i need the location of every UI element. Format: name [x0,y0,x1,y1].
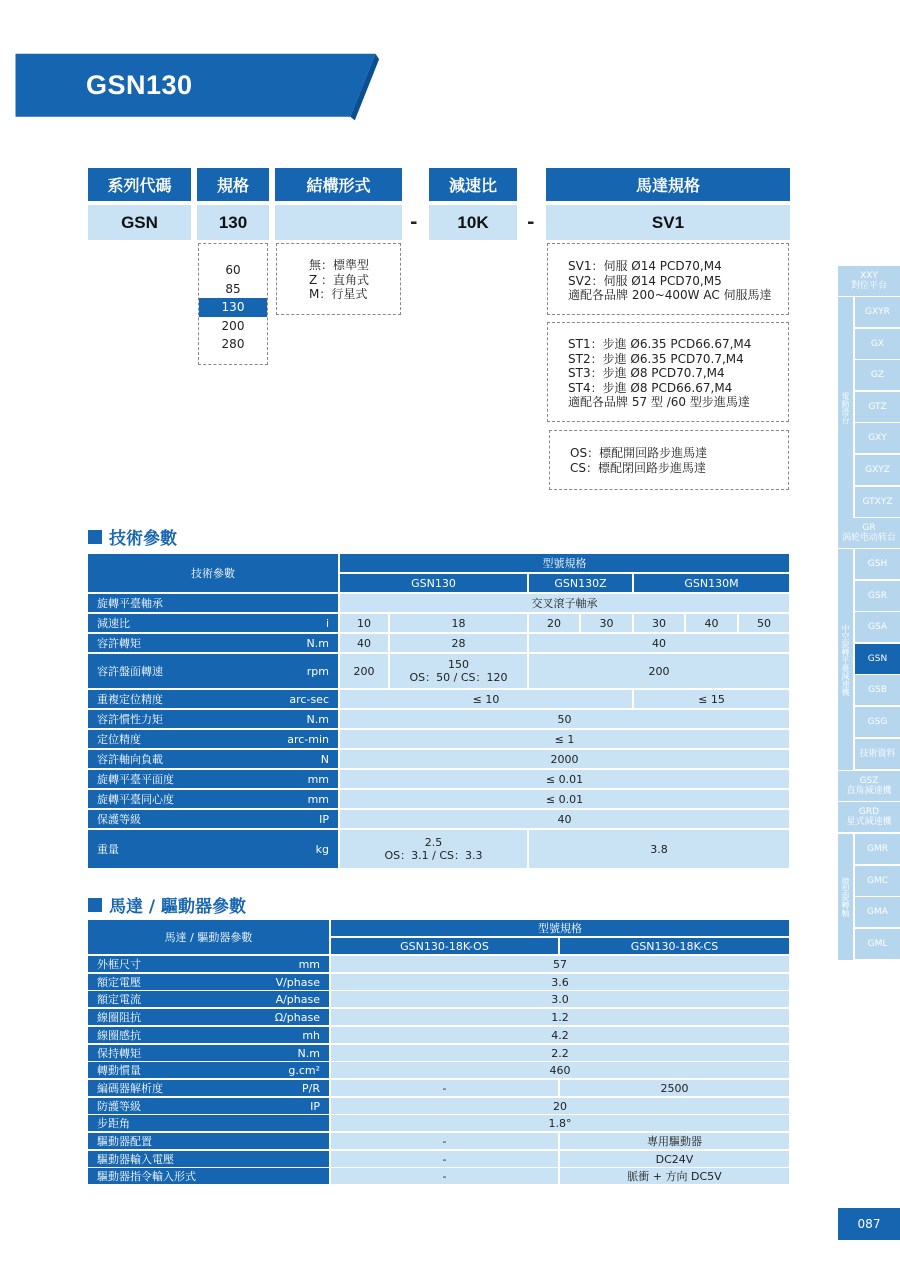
motor-param-header: 馬達 / 驅動器參數 [88,920,329,954]
row-label-cell [88,594,338,612]
motor-model-cs: GSN130-18K-CS [560,938,789,954]
side-nav-item[interactable]: GMA [855,897,900,927]
side-nav-xxy[interactable] [838,266,900,296]
size-option-selected: 130 [199,298,267,317]
row-unit: i [325,616,329,630]
code-value-ratio: 10K [429,205,517,240]
motor-option: SV1：伺服 Ø14 PCD70,M4 [568,259,722,273]
tech-ratio-cell: 10 [340,614,388,632]
row-label: 步距角 [97,1116,130,1130]
structure-option: M：行星式 [309,287,368,301]
motor-option: CS：標配閉回路步進馬達 [570,460,706,475]
side-nav-text: 對位平台 [850,281,887,291]
side-nav-item[interactable]: GTZ [855,392,900,422]
motor-value-cell: 1.2 [331,1009,789,1025]
section-square-icon [88,898,102,912]
motor-option: ST3：步進 Ø8 PCD70.7,M4 [568,366,725,380]
row-unit: g.cm² [288,1063,320,1077]
side-nav-gsz[interactable] [838,771,900,801]
tech-flatness-cell: ≤ 0.01 [340,770,789,788]
code-value-series: GSN [88,205,191,240]
side-nav-text: GR [862,523,876,533]
row-label-cell [88,614,338,632]
row-label: 保持轉矩 [97,1046,141,1060]
row-label-cell [88,1133,329,1149]
tech-torque-cell: 28 [390,634,527,652]
row-unit: P/R [302,1081,320,1095]
row-unit: mm [307,772,329,786]
row-label-cell [88,750,338,768]
code-header-series: 系列代碼 [88,168,191,201]
cell-line: OS：3.1 / CS：3.3 [384,849,483,862]
row-label-cell [88,991,329,1007]
motor-option: 適配各品牌 200~400W AC 伺服馬達 [568,288,772,302]
row-unit: IP [310,1099,320,1113]
code-dash: - [410,212,418,233]
side-nav-item[interactable]: GX [855,329,900,359]
row-label-cell [88,1045,329,1061]
side-nav-grd[interactable] [838,802,900,832]
size-option: 280 [221,337,245,351]
tech-model-gsn130m: GSN130M [634,574,789,592]
row-unit: V/phase [275,975,320,989]
size-options [198,243,268,365]
side-nav-item[interactable]: GSG [855,707,900,737]
side-nav-item[interactable]: GSB [855,675,900,705]
row-label: 額定電流 [97,992,141,1006]
row-label: 容許轉矩 [97,636,141,650]
tech-ratio-cell: 18 [390,614,527,632]
row-label: 容許盤面轉速 [97,664,163,678]
motor-value-cell: 2500 [560,1080,789,1096]
side-nav-item[interactable]: GSN [855,644,900,674]
structure-options [276,243,401,315]
row-label: 重複定位精度 [97,692,163,706]
page-title: GSN130 [86,70,193,100]
motor-option: OS：標配開回路步進馬達 [570,446,708,460]
motor-value-cell: 3.0 [331,991,789,1007]
row-label: 容許慣性力矩 [97,712,163,726]
tech-section-heading [88,524,177,549]
side-nav-item[interactable]: GTXYZ [855,487,900,517]
row-unit: IP [319,812,329,826]
tech-heading-text: 技術參數 [109,529,177,549]
side-nav-group-slide: 電動滑台 [838,297,853,518]
row-unit: mm [307,792,329,806]
row-label-cell [88,810,338,828]
row-unit: A/phase [275,992,320,1006]
row-label: 外框尺寸 [97,957,141,971]
row-unit: Ω/phase [274,1010,320,1024]
motor-option: ST1：步進 Ø6.35 PCD66.67,M4 [568,337,752,351]
page-number: 087 [838,1208,900,1240]
row-label-cell [88,1115,329,1131]
motor-value-cell: 1.8° [331,1115,789,1131]
side-nav-item[interactable]: GXY [855,423,900,453]
code-header-structure: 結構形式 [275,168,402,201]
side-nav-gr[interactable] [838,518,900,548]
motor-value-cell: 2.2 [331,1045,789,1061]
row-label-cell [88,1062,329,1078]
tech-ip-cell: 40 [340,810,789,828]
tech-weight-cell [340,830,527,868]
size-option: 60 [225,263,241,277]
tech-model-header: 型號規格 [340,554,789,572]
row-label-cell [88,654,338,688]
section-square-icon [88,530,102,544]
motor-value-cell: - [331,1151,558,1167]
side-nav-item[interactable]: GMC [855,866,900,896]
row-unit: arc-sec [289,692,329,706]
row-unit: rpm [306,664,329,678]
tech-torque-cell: 40 [529,634,789,652]
side-nav-text: GRD [858,807,880,817]
motor-section-heading [88,892,246,917]
side-nav-text: XXY [860,271,878,281]
tech-pos_acc-cell: ≤ 1 [340,730,789,748]
row-label: 定位精度 [97,732,141,746]
motor-value-cell: 脈衝 + 方向 DC5V [560,1168,789,1184]
row-unit: mm [298,957,320,971]
motor-option: ST4：步進 Ø8 PCD66.67,M4 [568,380,733,395]
cell-line: OS：50 / CS：120 [409,671,508,684]
side-nav-group-micro: 微型旋轉軸 [838,834,853,960]
motor-option: 適配各品牌 57 型 /60 型步進馬達 [568,395,750,409]
row-label-cell [88,730,338,748]
motor-value-cell: - [331,1133,558,1149]
row-label-cell [88,690,338,708]
tech-bearing: 交叉滾子軸承 [340,594,789,612]
side-nav-item[interactable]: GSH [855,549,900,579]
tech-axial-cell: 2000 [340,750,789,768]
cell-line: 150 [448,658,469,671]
row-label-cell [88,1151,329,1167]
motor-value-cell: 專用驅動器 [560,1133,789,1149]
motor-model-header: 型號規格 [331,920,789,936]
motor-step-options [547,322,789,422]
motor-value-cell: 57 [331,956,789,972]
row-label-cell [88,1009,329,1025]
tech-param-header: 技術參數 [88,554,338,592]
row-label: 驅動器指令輸入形式 [97,1169,196,1183]
row-label: 保護等級 [97,812,141,826]
tech-speed-cell [390,654,527,688]
row-label-cell [88,974,329,990]
row-label: 編碼器解析度 [97,1081,163,1095]
row-unit: N.m [306,636,329,650]
structure-option: Z ：直角式 [309,272,370,287]
tech-ratio-cell: 50 [739,614,789,632]
row-label: 重量 [97,842,119,856]
motor-option: ST2：步進 Ø6.35 PCD70.7,M4 [568,351,744,366]
side-nav-item[interactable]: GXYR [855,297,900,327]
side-nav-item[interactable]: GZ [855,360,900,390]
code-value-structure [275,205,402,240]
row-label: 驅動器輸入電壓 [97,1152,174,1166]
side-nav-item[interactable]: GXYZ [855,455,900,485]
motor-value-cell: 4.2 [331,1027,789,1043]
motor-value-cell: - [331,1168,558,1184]
motor-servo-options [547,243,789,315]
row-label-cell [88,790,338,808]
row-unit: N.m [297,1046,320,1060]
motor-heading-text: 馬達 / 驅動器參數 [109,897,247,917]
tech-ratio-cell: 30 [634,614,684,632]
row-unit: kg [315,842,329,856]
tech-ratio-cell: 20 [529,614,579,632]
motor-value-cell: 20 [331,1098,789,1114]
tech-torque-cell: 40 [340,634,388,652]
row-label: 減速比 [97,616,130,630]
row-label: 防護等級 [97,1099,141,1113]
title-banner [0,52,400,124]
side-nav-text: 星式減速機 [846,817,892,827]
motor-value-cell: DC24V [560,1151,789,1167]
row-label: 旋轉平臺平面度 [97,772,174,786]
tech-model-gsn130z: GSN130Z [529,574,632,592]
row-unit: mh [302,1028,320,1042]
row-label: 驅動器配置 [97,1134,152,1148]
row-label-cell [88,956,329,972]
code-header-ratio: 減速比 [429,168,517,201]
row-label: 旋轉平臺軸承 [97,596,163,610]
side-nav-item[interactable]: 技術資料 [855,739,900,769]
row-unit: N.m [306,712,329,726]
row-label-cell [88,710,338,728]
side-nav-item[interactable]: GMR [855,834,900,864]
row-label-cell [88,1080,329,1096]
side-nav-item[interactable]: GML [855,929,900,959]
row-label: 額定電壓 [97,975,141,989]
row-label-cell [88,1098,329,1114]
side-nav-group-hollow: 中空旋轉平臺減速機 [838,549,853,770]
row-unit: N [320,752,329,766]
code-value-size: 130 [197,205,269,240]
row-label-cell [88,634,338,652]
tech-repeat-cell: ≤ 15 [634,690,789,708]
structure-option: 無：標準型 [309,258,370,272]
size-option: 85 [225,281,241,296]
tech-inertia-cell: 50 [340,710,789,728]
row-label: 轉動慣量 [97,1063,141,1077]
tech-repeat-cell: ≤ 10 [340,690,632,708]
code-dash: - [527,212,535,233]
side-nav-text: GSZ [859,776,879,786]
cell-line: 2.5 [424,836,443,849]
motor-model-os: GSN130-18K-OS [331,938,558,954]
row-unit: arc-min [287,732,329,746]
row-label: 線圈阻抗 [97,1010,141,1024]
tech-model-gsn130: GSN130 [340,574,527,592]
code-header-size: 規格 [197,168,269,201]
tech-weight-cell: 3.8 [529,830,789,868]
row-label-cell [88,1168,329,1184]
code-header-motor: 馬達規格 [546,168,790,201]
code-value-motor: SV1 [546,205,790,240]
motor-value-cell: 3.6 [331,974,789,990]
tech-ratio-cell: 30 [581,614,632,632]
motor-value-cell: 460 [331,1062,789,1078]
row-label-cell [88,830,338,868]
row-label-cell [88,770,338,788]
side-nav-item[interactable]: GSR [855,581,900,611]
row-label: 容許軸向負載 [97,752,163,766]
tech-speed-cell: 200 [340,654,388,688]
size-option: 200 [221,318,245,333]
row-label: 線圈感抗 [97,1028,141,1042]
row-label: 旋轉平臺同心度 [97,792,174,806]
motor-value-cell: - [331,1080,558,1096]
tech-concentric-cell: ≤ 0.01 [340,790,789,808]
side-nav-text: 直角減速機 [846,786,892,796]
tech-ratio-cell: 40 [686,614,737,632]
motor-option: SV2：伺服 Ø14 PCD70,M5 [568,273,722,288]
tech-speed-cell: 200 [529,654,789,688]
row-label-cell [88,1027,329,1043]
motor-closed-options [549,430,789,490]
side-nav-item[interactable]: GSA [855,612,900,642]
side-nav-text: 涡轮电动转台 [841,533,896,543]
